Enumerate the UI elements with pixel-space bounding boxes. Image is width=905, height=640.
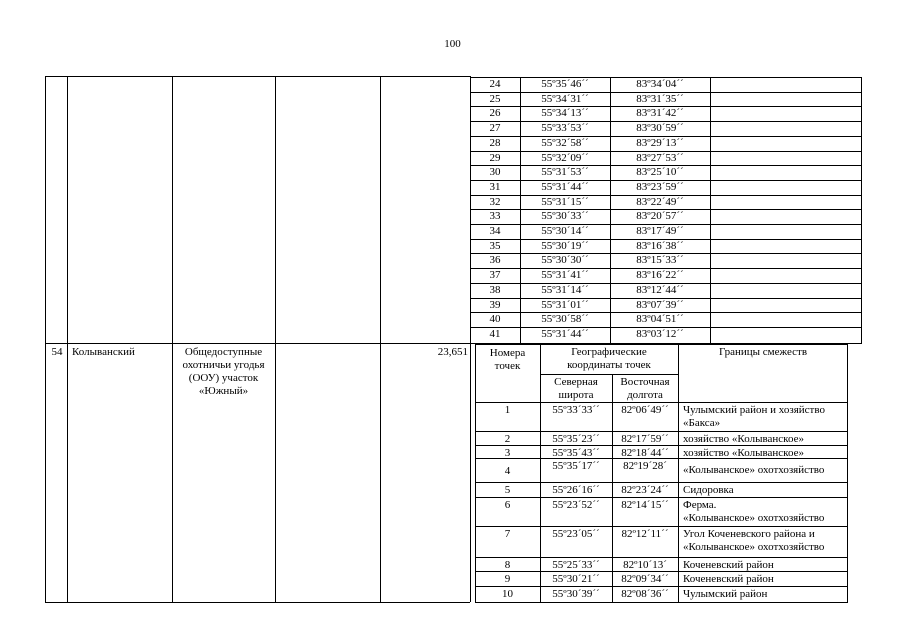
outer-top-rule (45, 76, 470, 77)
latitude-value: 55º31´53´´ (541, 166, 589, 178)
point-number: 27 (489, 122, 501, 134)
border-description: Угол Коченевского района и (683, 528, 815, 540)
border-description: Чулымский район и хозяйство (683, 404, 825, 416)
longitude-value: 83º20´57´´ (636, 210, 684, 222)
latitude-value: 55º23´52´´ (552, 499, 600, 511)
longitude-value: 83º30´59´´ (636, 122, 684, 134)
border-description: Чулымский район (683, 588, 768, 600)
lower-row-rule (475, 482, 848, 483)
hunting-ground-name-line: «Южный» (198, 385, 249, 397)
header-point-numbers: Номера (489, 347, 526, 359)
point-number: 34 (489, 225, 501, 237)
point-number: 3 (504, 447, 511, 459)
latitude-value: 55º31´01´´ (541, 299, 589, 311)
longitude-value: 82º19´28´ (623, 460, 667, 472)
latitude-value: 55º35´43´´ (552, 447, 600, 459)
point-number: 2 (504, 433, 511, 445)
latitude-value: 55º23´05´´ (552, 528, 600, 540)
header-east-longitude: долгота (627, 389, 663, 401)
longitude-value: 82º10´13´ (623, 559, 667, 571)
outer-column-rule (275, 76, 276, 602)
outer-column-rule (67, 76, 68, 602)
lower-row-rule (475, 586, 848, 587)
hunting-ground-name-line: (ООУ) участок (188, 372, 259, 384)
point-number: 29 (489, 152, 501, 164)
header-borders: Границы смежеств (718, 346, 808, 358)
point-number: 39 (489, 299, 501, 311)
outer-column-rule (172, 76, 173, 602)
latitude-value: 55º30´33´´ (541, 210, 589, 222)
header-point-numbers: точек (494, 360, 521, 372)
latitude-value: 55º34´31´´ (541, 93, 589, 105)
longitude-value: 83º16´38´´ (636, 240, 684, 252)
point-number: 7 (504, 528, 511, 540)
longitude-value: 82º14´15´´ (621, 499, 669, 511)
point-number: 26 (489, 107, 501, 119)
header-north-latitude: Северная (554, 376, 598, 388)
latitude-value: 55º25´33´´ (552, 559, 600, 571)
latitude-value: 55º30´58´´ (541, 313, 589, 325)
longitude-value: 83º07´39´´ (636, 299, 684, 311)
point-number: 33 (489, 210, 501, 222)
latitude-value: 55º33´53´´ (541, 122, 589, 134)
longitude-value: 83º25´10´´ (636, 166, 684, 178)
entry-number: 54 (51, 346, 63, 358)
longitude-value: 82º06´49´´ (621, 404, 669, 416)
point-number: 36 (489, 254, 501, 266)
outer-column-rule (380, 76, 381, 602)
point-number: 32 (489, 196, 501, 208)
point-number: 35 (489, 240, 501, 252)
page-number: 100 (444, 38, 461, 50)
upper-column-rule (710, 77, 711, 343)
lower-subheader-rule (540, 374, 678, 375)
latitude-value: 55º30´39´´ (552, 588, 600, 600)
lower-row-rule (475, 458, 848, 459)
latitude-value: 55º30´30´´ (541, 254, 589, 266)
border-description: хозяйство «Колыванское» (683, 433, 804, 445)
latitude-value: 55º31´41´´ (541, 269, 589, 281)
longitude-value: 82º17´59´´ (621, 433, 669, 445)
hunting-ground-name-line: охотничьи угодья (182, 359, 265, 371)
longitude-value: 82º23´24´´ (621, 484, 669, 496)
latitude-value: 55º31´44´´ (541, 328, 589, 340)
latitude-value: 55º32´58´´ (541, 137, 589, 149)
longitude-value: 82º08´36´´ (621, 588, 669, 600)
longitude-value: 82º18´44´´ (621, 447, 669, 459)
border-description: «Колыванское» охотхозяйство (683, 464, 825, 476)
point-number: 24 (489, 78, 501, 90)
point-number: 25 (489, 93, 501, 105)
longitude-value: 83º31´35´´ (636, 93, 684, 105)
lower-row-rule (475, 557, 848, 558)
longitude-value: 83º34´04´´ (636, 78, 684, 90)
point-number: 37 (489, 269, 501, 281)
border-description: Ферма. (683, 499, 717, 511)
header-east-longitude: Восточная (620, 376, 670, 388)
longitude-value: 83º04´51´´ (636, 313, 684, 325)
outer-bottom-rule (45, 602, 470, 603)
lower-row-rule (475, 431, 848, 432)
point-number: 31 (489, 181, 501, 193)
longitude-value: 83º15´33´´ (636, 254, 684, 266)
border-description: Коченевский район (683, 559, 774, 571)
area-value: 23,651 (437, 346, 468, 358)
header-north-latitude: широта (558, 389, 594, 401)
point-number: 5 (504, 484, 511, 496)
latitude-value: 55º35´17´´ (552, 460, 600, 472)
latitude-value: 55º34´13´´ (541, 107, 589, 119)
longitude-value: 83º16´22´´ (636, 269, 684, 281)
point-number: 41 (489, 328, 501, 340)
longitude-value: 82º12´11´´ (621, 528, 669, 540)
point-number: 10 (502, 588, 513, 600)
border-description: «Колыванское» охотхозяйство (683, 541, 825, 553)
longitude-value: 82º09´34´´ (621, 573, 669, 585)
border-description: Коченевский район (683, 573, 774, 585)
latitude-value: 55º30´14´´ (541, 225, 589, 237)
lower-row-rule (475, 571, 848, 572)
point-number: 1 (504, 404, 511, 416)
longitude-value: 83º23´59´´ (636, 181, 684, 193)
border-description: «Колыванское» охотхозяйство (683, 512, 825, 524)
latitude-value: 55º31´15´´ (541, 196, 589, 208)
lower-column-rule (678, 344, 679, 602)
point-number: 8 (504, 559, 511, 571)
border-description: Сидоровка (683, 484, 734, 496)
district-name: Колыванский (72, 346, 135, 358)
point-number: 4 (504, 465, 511, 477)
outer-row-divider (45, 343, 470, 344)
latitude-value: 55º32´09´´ (541, 152, 589, 164)
longitude-value: 83º27´53´´ (636, 152, 684, 164)
latitude-value: 55º35´23´´ (552, 433, 600, 445)
point-number: 28 (489, 137, 501, 149)
point-number: 30 (489, 166, 501, 178)
latitude-value: 55º30´21´´ (552, 573, 600, 585)
longitude-value: 83º29´13´´ (636, 137, 684, 149)
latitude-value: 55º31´14´´ (541, 284, 589, 296)
lower-row-rule (475, 497, 848, 498)
point-number: 9 (504, 573, 511, 585)
latitude-value: 55º35´46´´ (541, 78, 589, 90)
lower-row-rule (475, 445, 848, 446)
border-description: хозяйство «Колыванское» (683, 447, 804, 459)
point-number: 6 (504, 499, 511, 511)
latitude-value: 55º33´33´´ (552, 404, 600, 416)
outer-column-rule (45, 76, 46, 602)
lower-header-rule (475, 402, 848, 403)
longitude-value: 83º03´12´´ (636, 328, 684, 340)
longitude-value: 83º31´42´´ (636, 107, 684, 119)
point-number: 38 (489, 284, 501, 296)
hunting-ground-name-line: Общедоступные (184, 346, 263, 358)
header-geographic-coordinates: Географические (571, 346, 647, 358)
longitude-value: 83º17´49´´ (636, 225, 684, 237)
latitude-value: 55º26´16´´ (552, 484, 600, 496)
border-description: «Бакса» (683, 417, 721, 429)
point-number: 40 (489, 313, 501, 325)
longitude-value: 83º22´49´´ (636, 196, 684, 208)
header-geographic-coordinates: координаты точек (567, 359, 651, 371)
lower-row-rule (475, 526, 848, 527)
longitude-value: 83º12´44´´ (636, 284, 684, 296)
latitude-value: 55º30´19´´ (541, 240, 589, 252)
latitude-value: 55º31´44´´ (541, 181, 589, 193)
